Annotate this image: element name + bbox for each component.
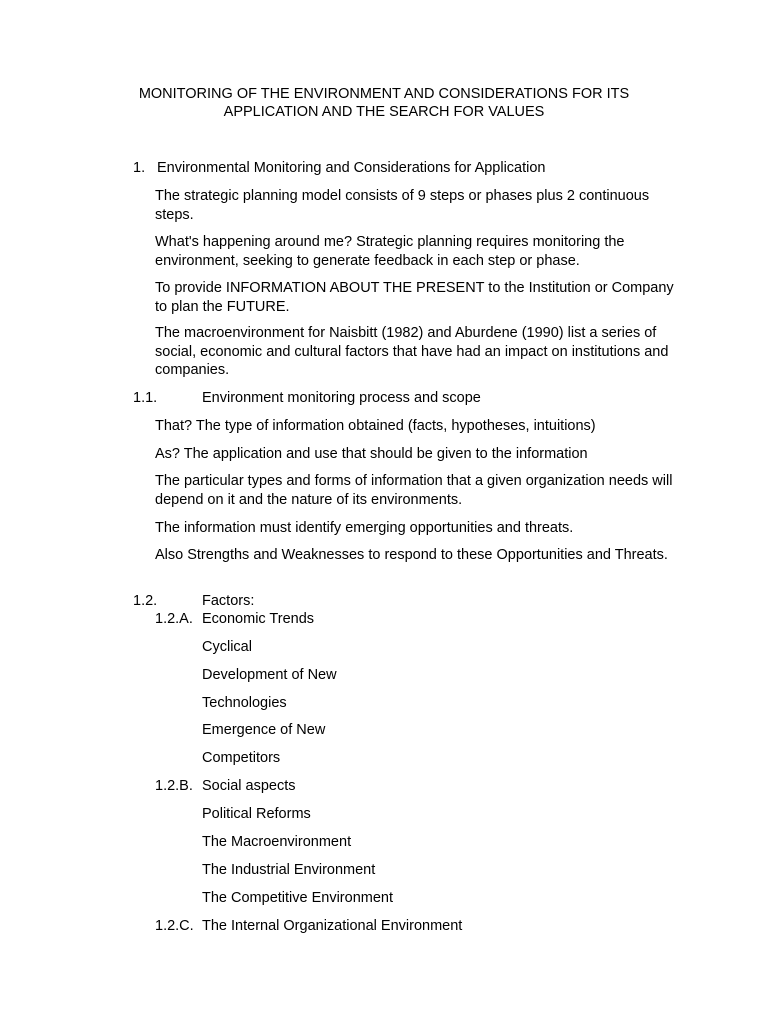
- list-item: Development of New: [202, 667, 337, 683]
- paragraph: As? The application and use that should be given to the information: [155, 446, 588, 462]
- subsection-1-2-a-number: 1.2.A.: [155, 611, 193, 627]
- list-item: The Competitive Environment: [202, 890, 393, 906]
- paragraph: The particular types and forms of information that a given organization needs will depend on it and the nature of its environments.: [155, 473, 673, 508]
- paragraph: The macroenvironment for Naisbitt (1982) and Aburdene (1990) list a series of social, economic and cultural factors that have had an impact on institutions and companies.: [155, 325, 669, 378]
- section-1-2-number: 1.2.: [133, 593, 158, 609]
- subsection-1-2-c-heading: The Internal Organizational Environment: [202, 918, 463, 934]
- paragraph: That? The type of information obtained (facts, hypotheses, intuitions): [155, 418, 596, 434]
- list-item: Competitors: [202, 750, 281, 766]
- document-title-line-1: MONITORING OF THE ENVIRONMENT AND CONSIDERATIONS FOR ITS: [138, 86, 630, 102]
- paragraph: The information must identify emerging opportunities and threats.: [155, 520, 574, 536]
- list-item: Cyclical: [202, 639, 252, 655]
- subsection-1-2-a-heading: Economic Trends: [202, 611, 315, 627]
- section-1-heading: Environmental Monitoring and Considerations for Application: [157, 160, 546, 176]
- section-1-number: 1.: [133, 160, 146, 176]
- subsection-1-2-b-number: 1.2.B.: [155, 778, 193, 794]
- list-item: Political Reforms: [202, 806, 311, 822]
- paragraph: The strategic planning model consists of 9 steps or phases plus 2 continuous steps.: [155, 188, 650, 223]
- subsection-1-2-c-number: 1.2.C.: [155, 918, 194, 934]
- section-1-1-heading: Environment monitoring process and scope: [202, 390, 481, 406]
- paragraph: To provide INFORMATION ABOUT THE PRESENT to the Institution or Company to plan the FUTURE.: [155, 280, 674, 315]
- subsection-1-2-b-heading: Social aspects: [202, 778, 296, 794]
- section-1-1-number: 1.1.: [133, 390, 158, 406]
- list-item: Technologies: [202, 695, 287, 711]
- list-item: The Industrial Environment: [202, 862, 376, 878]
- list-item: Emergence of New: [202, 722, 326, 738]
- section-1-2-heading: Factors:: [202, 593, 255, 609]
- document-title-line-2: APPLICATION AND THE SEARCH FOR VALUES: [223, 104, 545, 120]
- paragraph: Also Strengths and Weaknesses to respond to these Opportunities and Threats.: [155, 547, 668, 563]
- paragraph: What's happening around me? Strategic planning requires monitoring the environment, seeking to generate feedback in each step or phase.: [155, 234, 625, 269]
- list-item: The Macroenvironment: [202, 834, 352, 850]
